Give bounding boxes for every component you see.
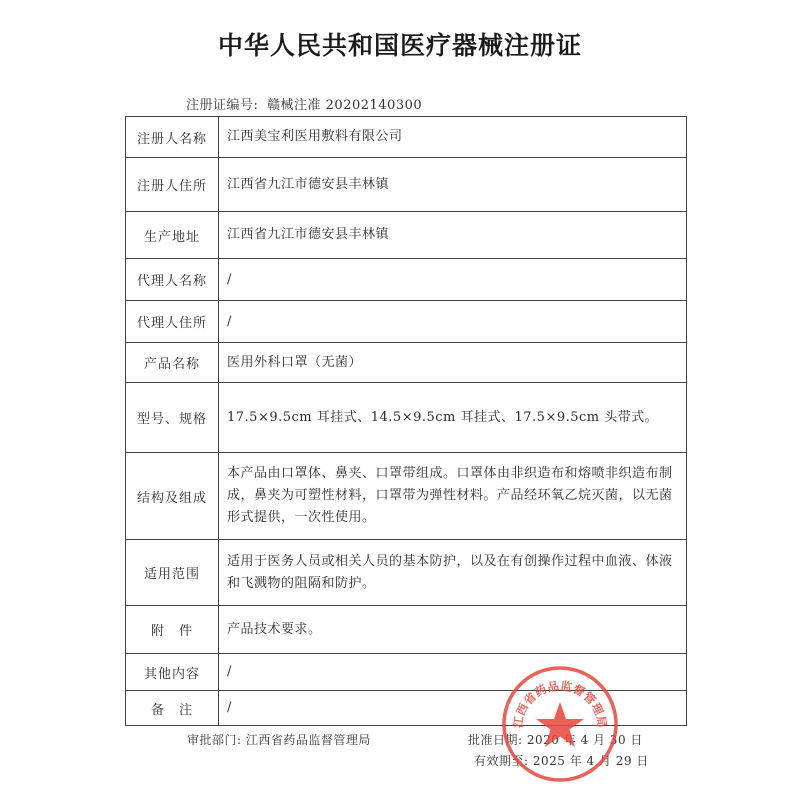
approval-department-label: 审批部门: [187, 733, 242, 747]
table-row [126, 158, 687, 212]
row-label: 生产地址 [126, 212, 219, 259]
row-label: 代理人住所 [126, 301, 219, 343]
row-value: / [219, 259, 687, 301]
row-label: 产品名称 [126, 343, 219, 383]
approval-date-value: 2020 年 4 月 30 日 [526, 733, 643, 747]
row-label: 注册人名称 [126, 117, 219, 158]
row-label: 备 注 [126, 691, 219, 726]
official-seal-icon [500, 664, 620, 784]
table-row [126, 301, 687, 343]
row-value: 17.5×9.5cm 耳挂式、14.5×9.5cm 耳挂式、17.5×9.5cm 头带式。 [219, 383, 687, 453]
table-row [126, 383, 687, 453]
seal-text: 江西省药品监督管理局 [510, 678, 610, 729]
table-row [126, 540, 687, 606]
row-value: 江西美宝利医用敷料有限公司 [219, 117, 687, 158]
approval-department [187, 731, 371, 748]
row-value: / [219, 301, 687, 343]
row-label: 适用范围 [126, 540, 219, 606]
table-row [126, 117, 687, 158]
row-label: 结构及组成 [126, 453, 219, 540]
row-value: 产品技术要求。 [219, 606, 687, 654]
row-value: 江西省九江市德安县丰林镇 [219, 158, 687, 212]
certificate-table [125, 116, 687, 726]
row-label: 注册人住所 [126, 158, 219, 212]
row-value: 本产品由口罩体、鼻夹、口罩带组成。口罩体由非织造布和熔喷非织造布制成，鼻夹为可塑性材料，口罩带为弹性材料。产品经环氧乙烷灭菌，以无菌形式提供，一次性使用。 [219, 453, 687, 540]
registration-number-label: 注册证编号: [186, 98, 259, 113]
table-row [126, 606, 687, 654]
approval-department-value: 江西省药品监督管理局 [245, 733, 371, 747]
expiry-date-label: 有效期至: [474, 754, 529, 768]
row-value: 适用于医务人员或相关人员的基本防护，以及在有创操作过程中血液、体液和飞溅物的阻隔和防护。 [219, 540, 687, 606]
row-label: 型号、规格 [126, 383, 219, 453]
row-value: 医用外科口罩（无菌） [219, 343, 687, 383]
registration-number-value: 赣械注准 20202140300 [267, 98, 423, 113]
approval-date-label: 批准日期: [468, 733, 523, 747]
table-row [126, 453, 687, 540]
row-value: / [219, 691, 687, 726]
registration-number [182, 94, 422, 113]
expiry-date-value: 2025 年 4 月 29 日 [532, 754, 649, 768]
table-row [126, 212, 687, 259]
table-row [126, 259, 687, 301]
row-label: 附 件 [126, 606, 219, 654]
table-row [126, 343, 687, 383]
document-title: 中华人民共和国医疗器械注册证 [217, 31, 582, 60]
row-value: 江西省九江市德安县丰林镇 [219, 212, 687, 259]
row-label: 代理人名称 [126, 259, 219, 301]
row-label: 其他内容 [126, 654, 219, 691]
row-value: / [219, 654, 687, 691]
